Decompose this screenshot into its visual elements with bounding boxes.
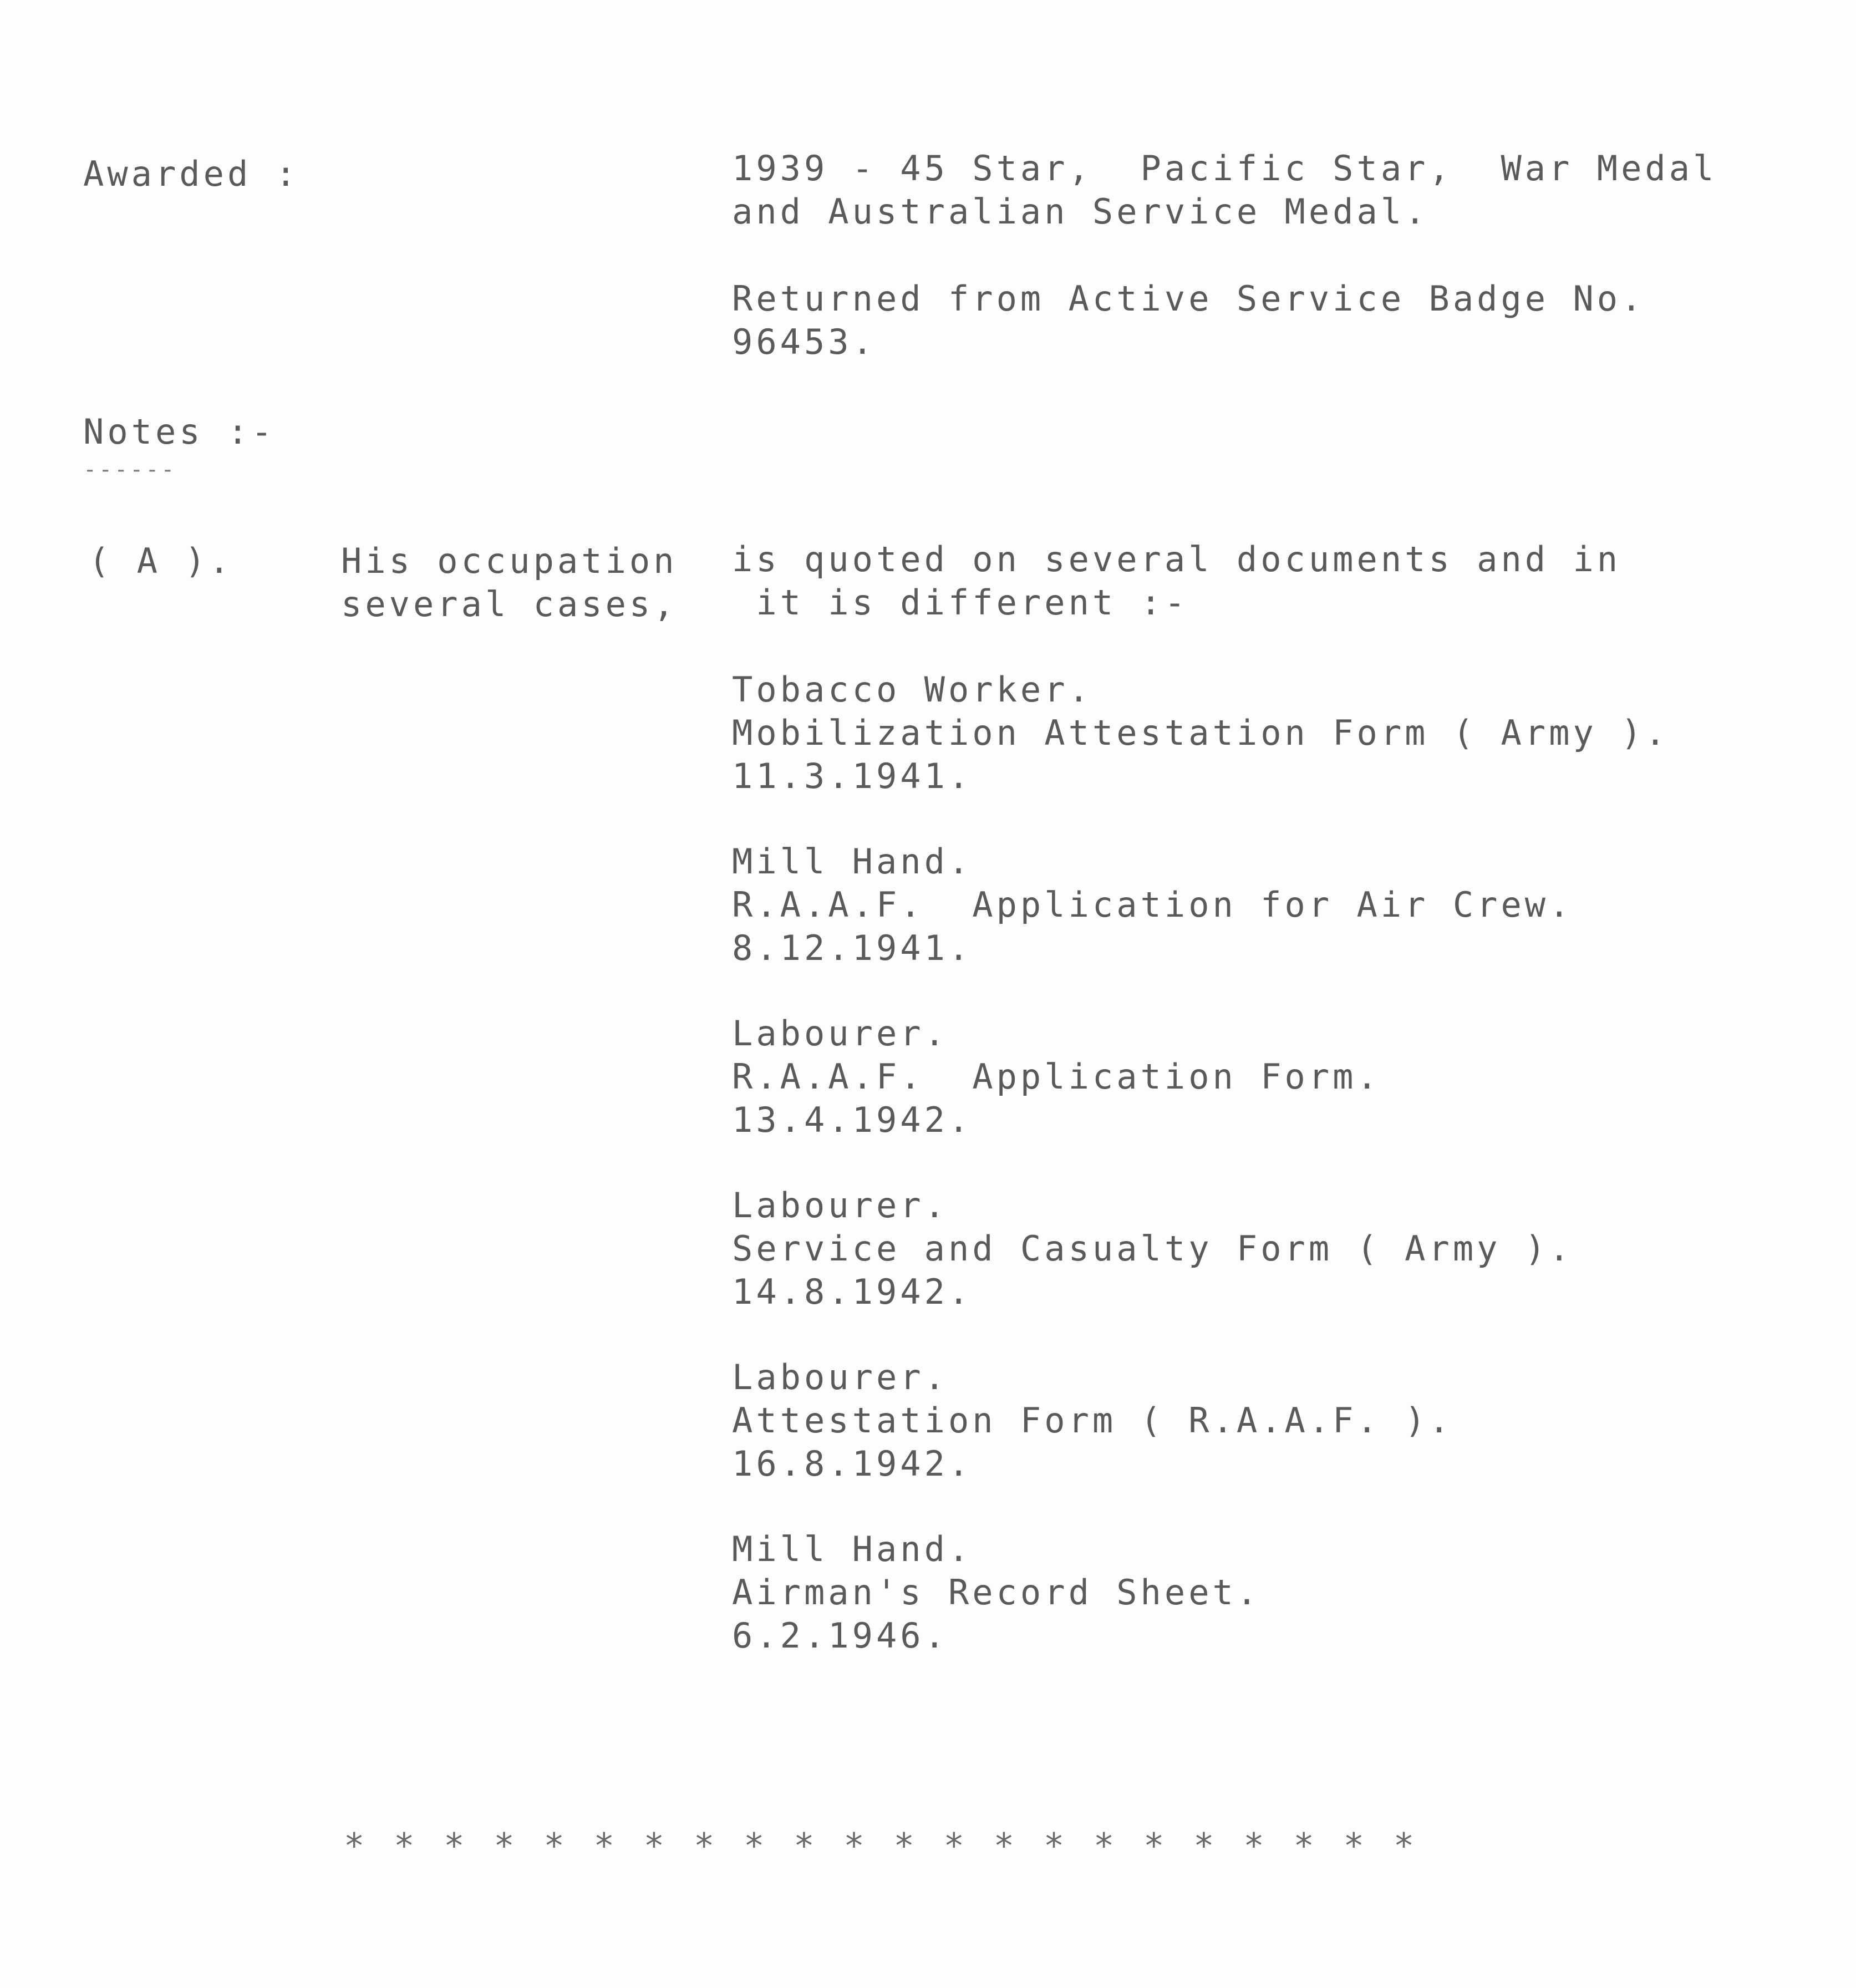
occupation-entry <box>732 1184 1573 1314</box>
entry-occupation: Mill Hand. <box>732 1529 973 1569</box>
occupation-entry <box>732 1356 1453 1486</box>
entry-document: R.A.A.F. Application Form. <box>732 1056 1381 1097</box>
entry-date: 11.3.1941. <box>732 756 973 796</box>
medals-line-1: 1939 - 45 Star, Pacific Star, War Medal <box>732 148 1717 189</box>
awarded-label: Awarded : <box>83 154 299 194</box>
occupation-entry <box>732 668 1669 798</box>
note-a-line1-left: His occupation <box>341 541 678 581</box>
note-a-marker: ( A ). <box>89 541 233 581</box>
entry-document: Service and Casualty Form ( Army ). <box>732 1228 1573 1269</box>
note-a-line2-left: several cases, <box>341 584 678 624</box>
note-a-line2-right: it is different :- <box>732 582 1189 623</box>
medals-line-2: and Australian Service Medal. <box>732 191 1429 232</box>
entry-occupation: Labourer. <box>732 1013 948 1054</box>
entry-date: 16.8.1942. <box>732 1443 973 1484</box>
badge-line-1: Returned from Active Service Badge No. <box>732 278 1645 319</box>
notes-heading: Notes :- <box>83 411 276 452</box>
note-a-line1-right: is quoted on several documents and in <box>732 539 1621 579</box>
entry-document: Attestation Form ( R.A.A.F. ). <box>732 1400 1453 1441</box>
occupation-entry <box>732 1012 1381 1142</box>
occupation-entry <box>732 840 1573 970</box>
entry-occupation: Labourer. <box>732 1185 948 1226</box>
entry-document: Mobilization Attestation Form ( Army ). <box>732 713 1669 753</box>
entry-document: Airman's Record Sheet. <box>732 1572 1261 1613</box>
entry-date: 6.2.1946. <box>732 1615 948 1656</box>
notes-underline: ------ <box>83 457 177 482</box>
entry-date: 14.8.1942. <box>732 1272 973 1312</box>
entry-document: R.A.A.F. Application for Air Crew. <box>732 884 1573 925</box>
entry-occupation: Labourer. <box>732 1357 948 1397</box>
entry-date: 13.4.1942. <box>732 1100 973 1140</box>
asterisk-divider: * * * * * * * * * * * * * * * * * * * * * * <box>344 1826 1418 1866</box>
entry-date: 8.12.1941. <box>732 928 973 968</box>
badge-line-2: 96453. <box>732 322 876 362</box>
occupation-entry <box>732 1528 1260 1657</box>
entry-occupation: Tobacco Worker. <box>732 669 1092 710</box>
entry-occupation: Mill Hand. <box>732 841 973 882</box>
